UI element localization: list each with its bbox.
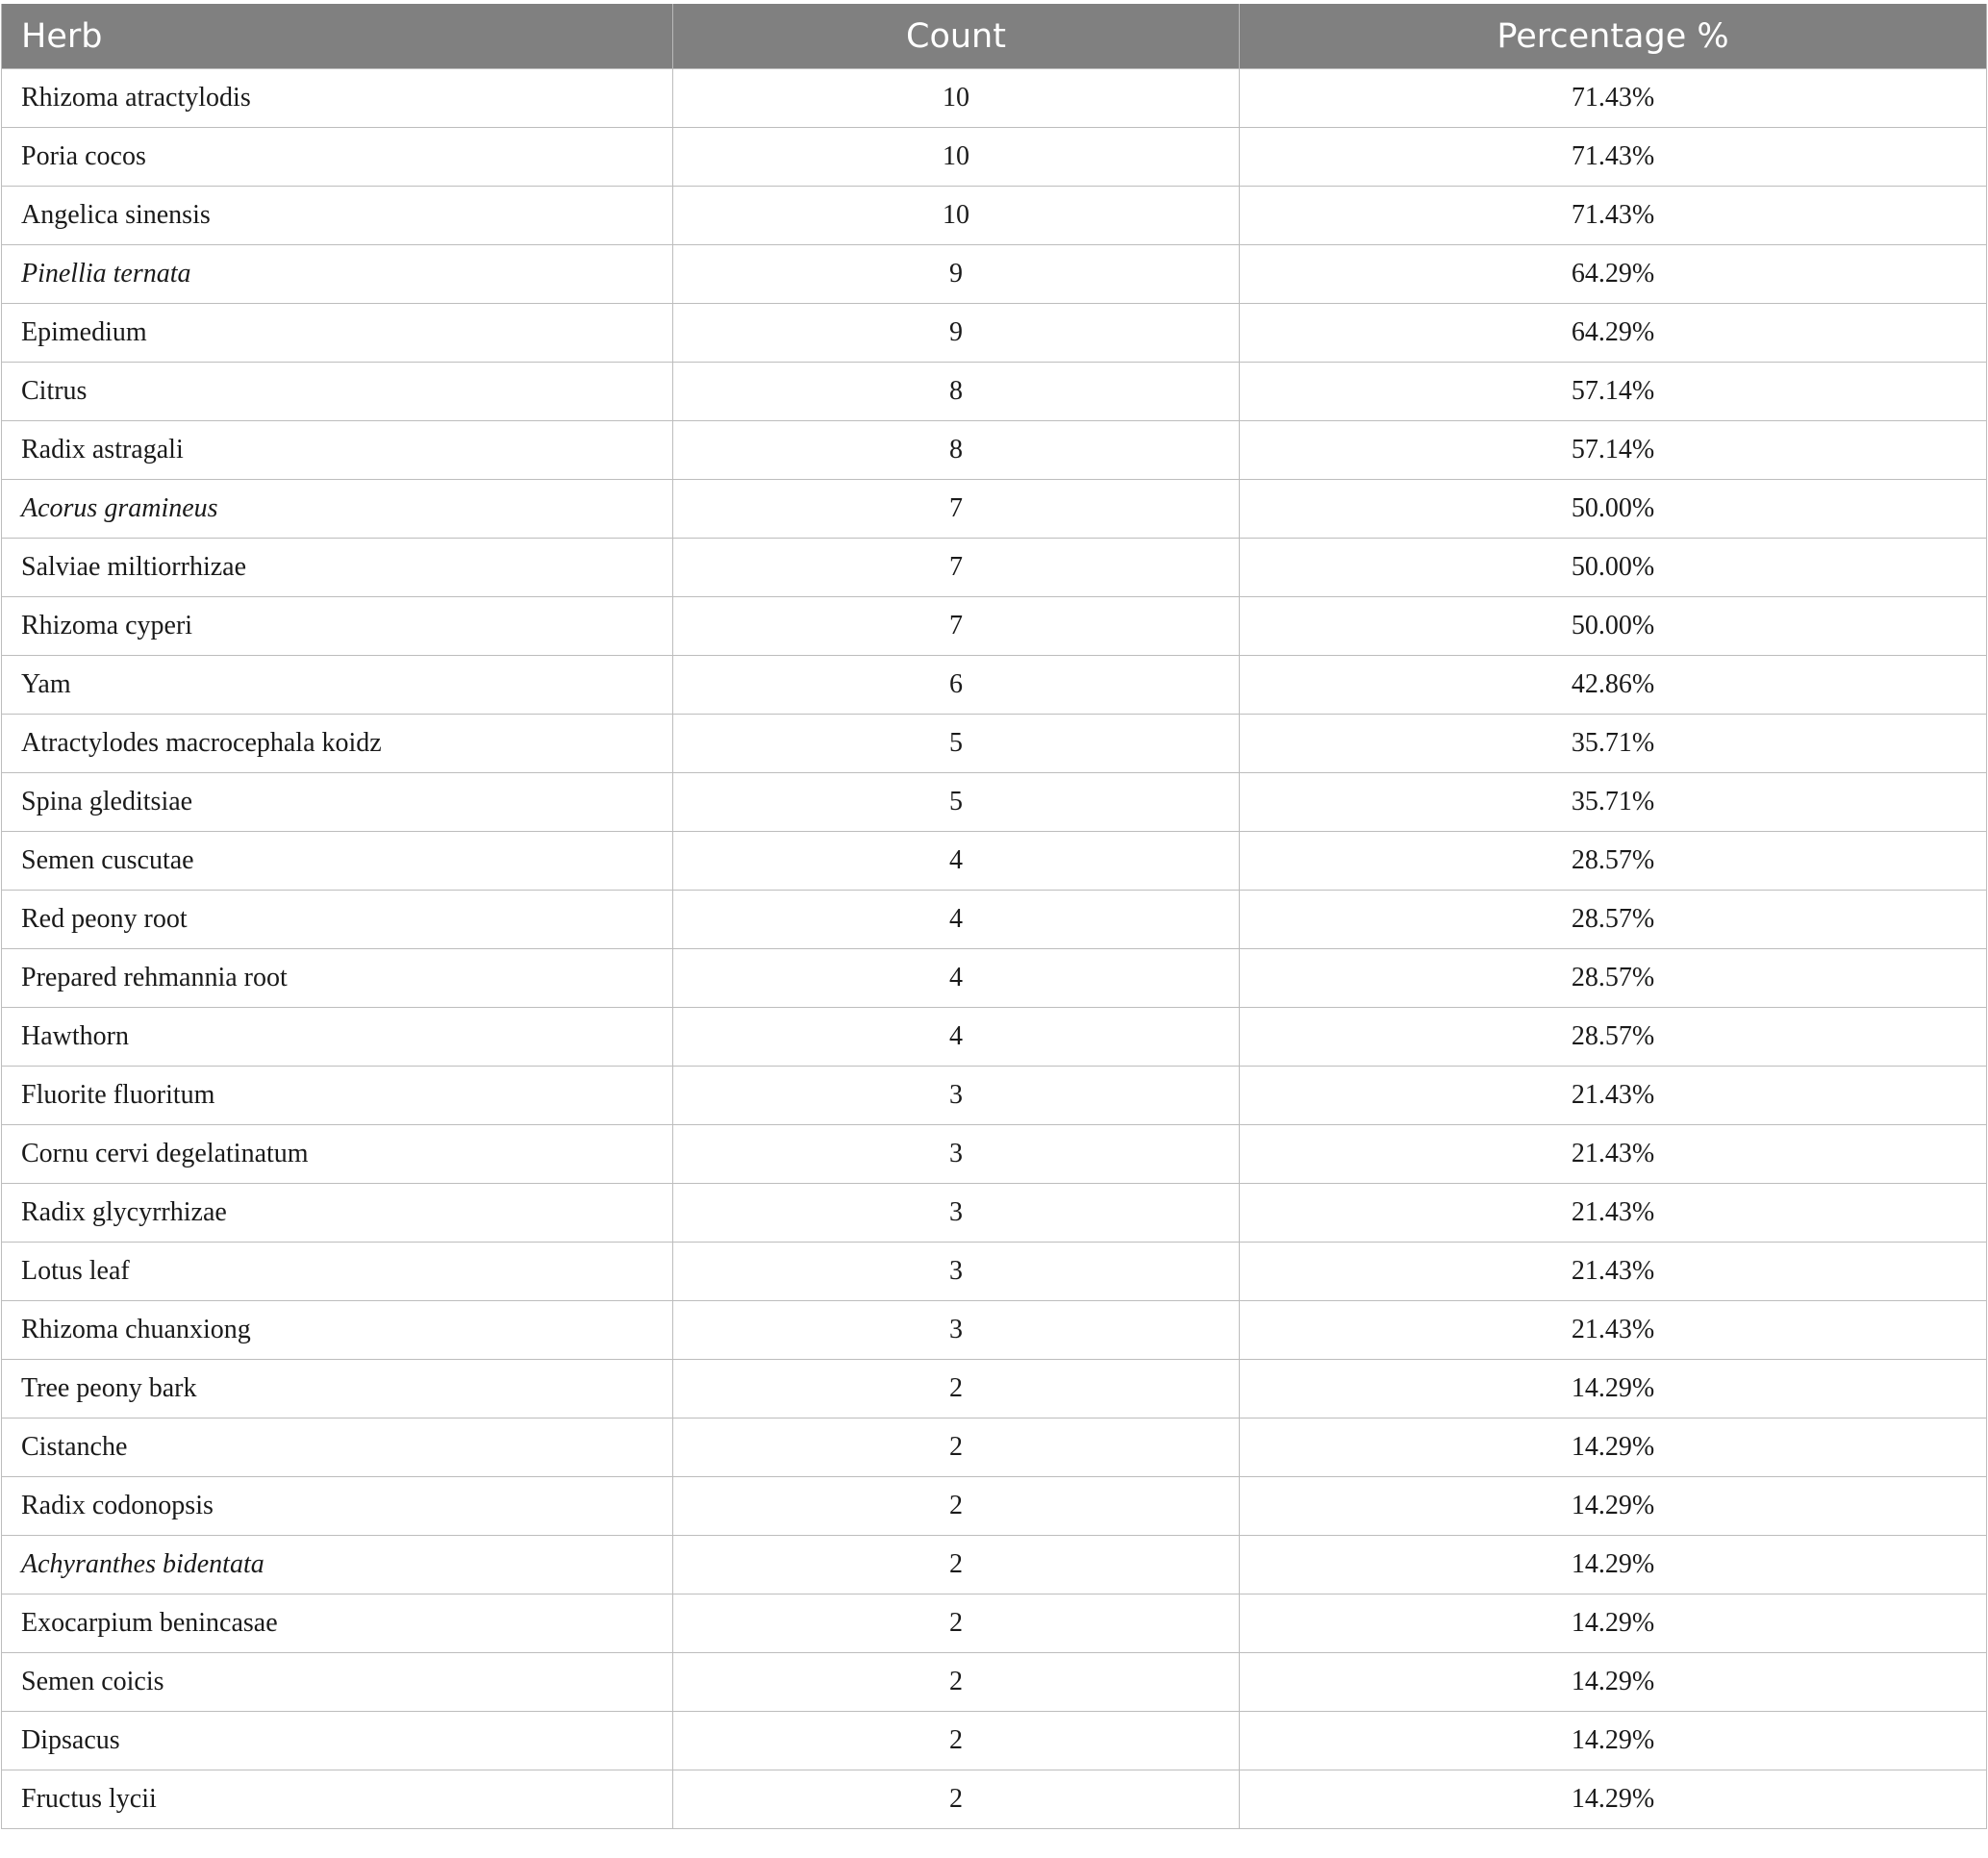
cell-percentage: 35.71%	[1240, 773, 1987, 832]
table-header	[2, 4, 1987, 69]
table-row	[2, 1067, 1987, 1125]
cell-count: 3	[673, 1184, 1240, 1243]
table-row	[2, 245, 1987, 304]
cell-count: 9	[673, 304, 1240, 363]
cell-herb: Citrus	[2, 363, 673, 421]
header-percentage: Percentage %	[1240, 4, 1987, 69]
cell-herb: Semen coicis	[2, 1653, 673, 1712]
cell-herb: Rhizoma chuanxiong	[2, 1301, 673, 1360]
cell-count: 8	[673, 363, 1240, 421]
table-row	[2, 363, 1987, 421]
cell-percentage: 28.57%	[1240, 949, 1987, 1008]
cell-percentage: 28.57%	[1240, 832, 1987, 891]
cell-percentage: 71.43%	[1240, 128, 1987, 187]
cell-herb: Cornu cervi degelatinatum	[2, 1125, 673, 1184]
cell-count: 2	[673, 1419, 1240, 1477]
cell-count: 7	[673, 480, 1240, 539]
cell-percentage: 14.29%	[1240, 1536, 1987, 1594]
cell-herb: Exocarpium benincasae	[2, 1594, 673, 1653]
cell-percentage: 50.00%	[1240, 480, 1987, 539]
cell-herb: Salviae miltiorrhizae	[2, 539, 673, 597]
table-row	[2, 1419, 1987, 1477]
cell-count: 4	[673, 1008, 1240, 1067]
cell-percentage: 14.29%	[1240, 1653, 1987, 1712]
cell-herb: Prepared rehmannia root	[2, 949, 673, 1008]
cell-percentage: 71.43%	[1240, 187, 1987, 245]
cell-percentage: 57.14%	[1240, 421, 1987, 480]
table-row	[2, 1770, 1987, 1829]
table-row	[2, 715, 1987, 773]
header-count: Count	[673, 4, 1240, 69]
table-row	[2, 597, 1987, 656]
cell-herb: Pinellia ternata	[2, 245, 673, 304]
cell-count: 10	[673, 187, 1240, 245]
cell-percentage: 14.29%	[1240, 1360, 1987, 1419]
cell-percentage: 64.29%	[1240, 304, 1987, 363]
cell-herb: Semen cuscutae	[2, 832, 673, 891]
cell-count: 7	[673, 539, 1240, 597]
table-row	[2, 480, 1987, 539]
cell-count: 10	[673, 128, 1240, 187]
table-body	[2, 69, 1987, 1829]
table-row	[2, 832, 1987, 891]
cell-percentage: 28.57%	[1240, 891, 1987, 949]
cell-herb: Radix codonopsis	[2, 1477, 673, 1536]
table-row	[2, 1477, 1987, 1536]
cell-count: 2	[673, 1477, 1240, 1536]
table-row	[2, 656, 1987, 715]
cell-percentage: 71.43%	[1240, 69, 1987, 128]
cell-herb: Rhizoma atractylodis	[2, 69, 673, 128]
herb-table-container	[1, 4, 1986, 1829]
cell-herb: Red peony root	[2, 891, 673, 949]
cell-percentage: 21.43%	[1240, 1067, 1987, 1125]
cell-count: 3	[673, 1067, 1240, 1125]
cell-herb: Epimedium	[2, 304, 673, 363]
cell-count: 2	[673, 1712, 1240, 1770]
table-row	[2, 1125, 1987, 1184]
table-row	[2, 1536, 1987, 1594]
cell-percentage: 14.29%	[1240, 1712, 1987, 1770]
cell-herb: Tree peony bark	[2, 1360, 673, 1419]
table-row	[2, 304, 1987, 363]
cell-count: 3	[673, 1125, 1240, 1184]
cell-count: 6	[673, 656, 1240, 715]
cell-percentage: 50.00%	[1240, 597, 1987, 656]
cell-herb: Lotus leaf	[2, 1243, 673, 1301]
cell-count: 2	[673, 1594, 1240, 1653]
cell-count: 3	[673, 1243, 1240, 1301]
cell-count: 3	[673, 1301, 1240, 1360]
cell-herb: Fluorite fluoritum	[2, 1067, 673, 1125]
cell-count: 2	[673, 1770, 1240, 1829]
table-row	[2, 421, 1987, 480]
table-row	[2, 539, 1987, 597]
cell-herb: Yam	[2, 656, 673, 715]
cell-count: 4	[673, 949, 1240, 1008]
cell-count: 5	[673, 715, 1240, 773]
cell-herb: Poria cocos	[2, 128, 673, 187]
table-row	[2, 1184, 1987, 1243]
cell-percentage: 14.29%	[1240, 1419, 1987, 1477]
cell-count: 5	[673, 773, 1240, 832]
header-row	[2, 4, 1987, 69]
cell-herb: Rhizoma cyperi	[2, 597, 673, 656]
cell-herb: Hawthorn	[2, 1008, 673, 1067]
cell-herb: Atractylodes macrocephala koidz	[2, 715, 673, 773]
table-row	[2, 1008, 1987, 1067]
cell-percentage: 14.29%	[1240, 1594, 1987, 1653]
cell-herb: Spina gleditsiae	[2, 773, 673, 832]
table-row	[2, 1594, 1987, 1653]
cell-percentage: 14.29%	[1240, 1770, 1987, 1829]
cell-percentage: 42.86%	[1240, 656, 1987, 715]
cell-count: 2	[673, 1536, 1240, 1594]
cell-count: 9	[673, 245, 1240, 304]
cell-count: 2	[673, 1360, 1240, 1419]
cell-percentage: 21.43%	[1240, 1301, 1987, 1360]
table-row	[2, 1653, 1987, 1712]
cell-herb: Cistanche	[2, 1419, 673, 1477]
cell-herb: Achyranthes bidentata	[2, 1536, 673, 1594]
table-row	[2, 187, 1987, 245]
cell-percentage: 57.14%	[1240, 363, 1987, 421]
table-row	[2, 1360, 1987, 1419]
header-herb: Herb	[2, 4, 673, 69]
cell-percentage: 21.43%	[1240, 1184, 1987, 1243]
table-row	[2, 891, 1987, 949]
table-row	[2, 773, 1987, 832]
table-row	[2, 69, 1987, 128]
table-row	[2, 1243, 1987, 1301]
cell-herb: Dipsacus	[2, 1712, 673, 1770]
cell-count: 10	[673, 69, 1240, 128]
cell-percentage: 21.43%	[1240, 1125, 1987, 1184]
cell-percentage: 21.43%	[1240, 1243, 1987, 1301]
cell-percentage: 64.29%	[1240, 245, 1987, 304]
cell-herb: Fructus lycii	[2, 1770, 673, 1829]
cell-percentage: 14.29%	[1240, 1477, 1987, 1536]
cell-count: 4	[673, 832, 1240, 891]
herb-frequency-table	[1, 4, 1987, 1829]
cell-count: 7	[673, 597, 1240, 656]
cell-herb: Angelica sinensis	[2, 187, 673, 245]
cell-count: 2	[673, 1653, 1240, 1712]
cell-percentage: 28.57%	[1240, 1008, 1987, 1067]
table-row	[2, 128, 1987, 187]
cell-herb: Radix glycyrrhizae	[2, 1184, 673, 1243]
table-row	[2, 949, 1987, 1008]
cell-percentage: 50.00%	[1240, 539, 1987, 597]
cell-percentage: 35.71%	[1240, 715, 1987, 773]
cell-herb: Acorus gramineus	[2, 480, 673, 539]
cell-count: 4	[673, 891, 1240, 949]
table-row	[2, 1301, 1987, 1360]
table-row	[2, 1712, 1987, 1770]
cell-herb: Radix astragali	[2, 421, 673, 480]
cell-count: 8	[673, 421, 1240, 480]
